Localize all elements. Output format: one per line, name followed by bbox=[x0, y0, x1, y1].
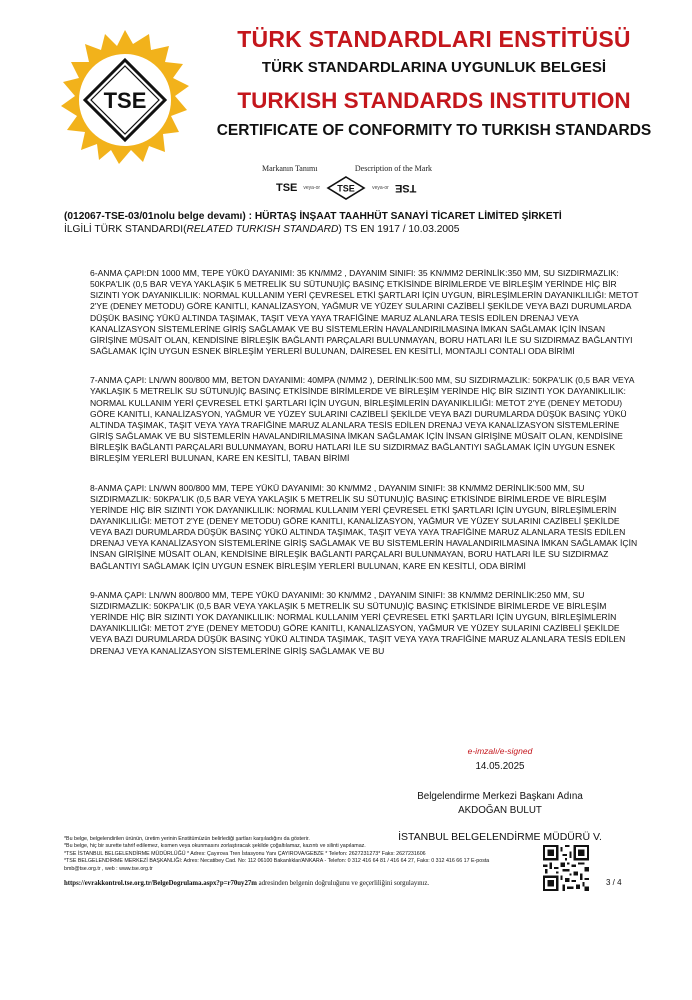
footer-line: *TSE BELGELENDİRME MERKEZİ BAŞKANLIĞI: Adres: Necatibey Cad. No: 112 06100 Bakanlıklar/ANKARA - Telefon: 0 312 416 64 81 / 416 64 27, Faks: 0 312 416 66 17 E-posta bbox=[64, 858, 490, 865]
verification-text: adresinden belgenin doğruluğunu ve geçerliliğini sorgulayınız. bbox=[256, 880, 430, 887]
verification-line bbox=[64, 880, 624, 887]
certificate-title-en: CERTIFICATE OF CONFORMITY TO TURKISH STANDARDS bbox=[216, 122, 652, 139]
company-name: HÜRTAŞ İNŞAAT TAAHHÜT SANAYİ TİCARET LİMİTED ŞİRKETİ bbox=[254, 211, 562, 222]
signature-date: 14.05.2025 bbox=[475, 761, 525, 772]
tse-seal-logo bbox=[55, 30, 195, 170]
signature-block bbox=[380, 744, 620, 844]
certificate-title-tr: TÜRK STANDARDLARINA UYGUNLUK BELGESİ bbox=[261, 59, 607, 76]
tse-mark-logo bbox=[326, 176, 366, 200]
page-number: 3 / 4 bbox=[606, 878, 622, 887]
footer-line: *Bu belge, belgelendirilen ürünün, üretim yerinin Enstitümüzün belirlediği şartları karşıladığını da gösterir. bbox=[64, 836, 310, 842]
footer-line: bmb@tse.org.tr , web : www.tse.org.tr bbox=[64, 865, 153, 872]
signatory-role: Belgelendirme Merkezi Başkanı Adına bbox=[417, 791, 583, 802]
related-standard-label-en: RELATED TURKISH STANDARD bbox=[186, 224, 339, 235]
product-item-6: 6-ANMA ÇAPI:DN 1000 MM, TEPE YÜKÜ DAYANIMI: 35 KN/MM2 , DAYANIM SINIFI: 35 KN/MM2 DERİNLİK:350 MM, SU SIZDIRMAZLIK: 50KPA'LIK (0,5 BAR VEYA YAKLAŞIK 5 METRELİK SU SÜTUNU)İÇ BASINÇ ETKİSİNDE BİRİMLERDE VE BİRLEŞİM YERİNDE HİÇ BİR SIZINTI YOK DAYANIKLILIK: NORMAL KULLANIM YERİ ÇEVRESEL ETKİ ŞARTLARI İÇİN UYGUN, BİRLEŞİMLERİN DAYANIKLILIĞI: METOT 2'YE (DENEY METODU) GÖRE KANITLI, KANALİZASYON, YAĞMUR VE YÜZEY SULARINI CAZİBELİ ŞEKİLDE VEYA BAZI DURUMLARDA DÜŞÜK BASINÇ YÜKÜ ALTINDA TAŞIMAK, TAŞIT VEYA YAYA TRAFİĞİNE MARUZ ALANLARA TESİS EDİLEN DRENAJ VEYA KANALİZASYON SİSTEMLERİNE GİRİŞ SAĞLAMAK VE BU SİSTEMLERİN HAVALANDIRILMASINA İMKAN SAĞLAMAK İÇİN İNSAN GİRİŞİNE MÜSAİT OLAN, KENDİSİNE BİRLEŞİK BAĞLANTI PARÇALARI BULUNMAYAN, BORU HATLARI İLE SU SIZDIRMAZ BAĞLANTIYI SAĞLAMAK İÇİN UYGUN ESNEK BİRLEŞİM YERLERİ BULUNAN, DAİRESEL EN KESİTLİ, MONTAJLI CONTALI ODA BİRİMİ bbox=[90, 268, 639, 357]
mark-text-right-rotated: TSE bbox=[394, 182, 417, 194]
e-signed-label: e-imzalı/e-signed bbox=[467, 746, 533, 756]
certificate-reference: (012067-TSE-03/01nolu belge devamı) : bbox=[64, 211, 255, 222]
product-item-8: 8-ANMA ÇAPI: LN/WN 800/800 MM, TEPE YÜKÜ DAYANIMI: 30 KN/MM2 , DAYANIM SINIFI: 38 KN/MM2 DERİNLİK:500 MM, SU SIZDIRMAZLIK: 50KPA'LIK (0,5 BAR VEYA YAKLAŞIK 5 METRELİK SU SÜTUNU)İÇ BASINÇ ETKİSİNDE BİRİMLERDE VE BİRLEŞİM YERİNDE HİÇ BİR SIZINTI YOK DAYANIKLILIK: NORMAL KULLANIM YERİ ÇEVRESEL ETKİ ŞARTLARI İÇİN UYGUN, BİRLEŞİMLERİN DAYANIKLILIĞI: METOT 2'YE (DENEY METODU) GÖRE KANITLI, KANALİZASYON, YAĞMUR VE YÜZEY SULARINI CAZİBELİ ŞEKİLDE VEYA BAZI DURUMLARDA DÜŞÜK BASINÇ YÜKÜ ALTINDA TAŞIMAK, TAŞIT VEYA YAYA TRAFİĞİNE MARUZ ALANLARA TESİS EDİLEN DRENAJ VEYA KANALİZASYON SİSTEMLERİNE GİRİŞ SAĞLAMAK VE BU SİSTEMLERİN HAVALANDIRILMASINA İMKAN SAĞLAMAK İÇİN İNSAN GİRİŞİNE MÜSAİT OLAN, KENDİSİNE BİRLEŞİK BAĞLANTI PARÇALARI BULUNMAYAN, BORU HATLARI İLE SU SIZDIRMAZ BAĞLANTIYI SAĞLAMAK İÇİN UYGUN ESNEK BİRLEŞİM YERLERİ BULUNAN, KARE EN KESİTLİ, ODA BİRİMİ bbox=[90, 482, 638, 571]
product-item-7: 7-ANMA ÇAPI: LN/WN 800/800 MM, BETON DAYANIMI: 40MPA (N/MM2 ), DERİNLİK:500 MM, SU SIZDIRMAZLIK: 50KPA'LIK (0,5 BAR VEYA YAKLAŞIK 5 METRELİK SU SÜTUNU)İÇ BASINÇ ETKİSİNDE BİRİMLERDE VE BİRLEŞİM YERİNDE HİÇ BİR SIZINTI YOK DAYANIKLILIK: NORMAL KULLANIM YERİ ÇEVRESEL ETKİ ŞARTLARI İÇİN UYGUN, BİRLEŞİMLERİN DAYANIKLILIĞI: METOT 2'YE (DENEY METODU) GÖRE KANITLI, KANALİZASYON, YAĞMUR VE YÜZEY SULARINI CAZİBELİ ŞEKİLDE VEYA BAZI DURUMLARDA DÜŞÜK BASINÇ YÜKÜ ALTINDA TAŞIMAK, TAŞIT VEYA YAYA TRAFİĞİNE MARUZ ALANLARA TESİS EDİLEN DRENAJ VEYA KANALİZASYON SİSTEMLERİNE GİRİŞ SAĞLAMAK VE BU SİSTEMLERİN HAVALANDIRILMASINA İMKAN SAĞLAMAK İÇİN İNSAN GİRİŞİNE MÜSAİT OLAN, KENDİSİNE BİRLEŞİK BAĞLANTI PARÇALARI BULUNMAYAN, BORU HATLARI İLE SU SIZDIRMAZ BAĞLANTIYI SAĞLAMAK İÇİN UYGUN ESNEK BİRLEŞİM YERLERİ BULUNAN, KARE EN KESİTLİ, TABAN BİRİMİ bbox=[90, 375, 635, 464]
mark-or-left: veya-or bbox=[303, 185, 321, 191]
related-standard-label: İLGİLİ TÜRK STANDARDI( bbox=[64, 224, 187, 235]
institution-title-tr: TÜRK STANDARDLARI ENSTİTÜSÜ bbox=[237, 26, 631, 52]
subheader-line-1 bbox=[64, 210, 664, 223]
certificate-subheader bbox=[64, 210, 664, 236]
mark-description-labels bbox=[262, 164, 432, 173]
mark-label-tr: Markanın Tanımı bbox=[262, 164, 318, 173]
seal-text: TSE bbox=[103, 88, 147, 113]
signatory-name: AKDOĞAN BULUT bbox=[458, 805, 542, 816]
institution-title-en: TURKISH STANDARDS INSTITUTION bbox=[237, 88, 631, 113]
mark-label-en: Description of the Mark bbox=[354, 164, 432, 173]
related-standard-value: ) TS EN 1917 / 10.03.2005 bbox=[338, 224, 460, 235]
footer-line: *TSE İSTANBUL BELGELENDİRME MÜDÜRLÜĞÜ * Adres: Çayırova Tren İstasyonu Yanı ÇAYIROVA/GEBZE * Telefon: 2627231273* Faks: 2627231606 bbox=[64, 850, 426, 857]
mark-logo-text: TSE bbox=[337, 183, 355, 194]
header-titles bbox=[196, 26, 672, 140]
mark-or-right: veya-or bbox=[372, 185, 389, 191]
product-descriptions bbox=[90, 268, 642, 675]
subheader-line-2 bbox=[64, 223, 664, 236]
mark-text-left: TSE bbox=[276, 182, 298, 194]
footer-line: *Bu belge, hiç bir surette tahrif edilemez, kısmen veya okunmasını zorlaştıracak şekilde çoğaltılamaz, kazıntı ve silinti yapılamaz. bbox=[64, 843, 366, 850]
signatory-office: İSTANBUL BELGELENDİRME MÜDÜRÜ V. bbox=[398, 831, 602, 843]
mark-row bbox=[276, 176, 416, 200]
verification-url[interactable]: https://evrakkontrol.tse.org.tr/BelgeDogrulama.aspx?p=r70uy27m bbox=[64, 880, 257, 887]
product-item-9: 9-ANMA ÇAPI: LN/WN 800/800 MM, TEPE YÜKÜ DAYANIMI: 30 KN/MM2 , DAYANIM SINIFI: 38 KN/MM2 DERİNLİK:250 MM, SU SIZDIRMAZLIK: 50KPA'LIK (0,5 BAR VEYA YAKLAŞIK 5 METRELİK SU SÜTUNU)İÇ BASINÇ ETKİSİNDE BİRİMLERDE VE BİRLEŞİM YERİNDE HİÇ BİR SIZINTI YOK DAYANIKLILIK: NORMAL KULLANIM YERİ ÇEVRESEL ETKİ ŞARTLARI İÇİN UYGUN, BİRLEŞİMLERİN DAYANIKLILIĞI: METOT 2'YE (DENEY METODU) GÖRE KANITLI, KANALİZASYON, YAĞMUR VE YÜZEY SULARINI CAZİBELİ ŞEKİLDE VEYA BAZI DURUMLARDA DÜŞÜK BASINÇ YÜKÜ ALTINDA TAŞIMAK, TAŞIT VEYA YAYA TRAFİĞİNE MARUZ ALANLARA TESİS EDİLEN DRENAJ VEYA KANALİZASYON SİSTEMLERİNE GİRİŞ SAĞLAMAK VE BU bbox=[90, 589, 626, 656]
